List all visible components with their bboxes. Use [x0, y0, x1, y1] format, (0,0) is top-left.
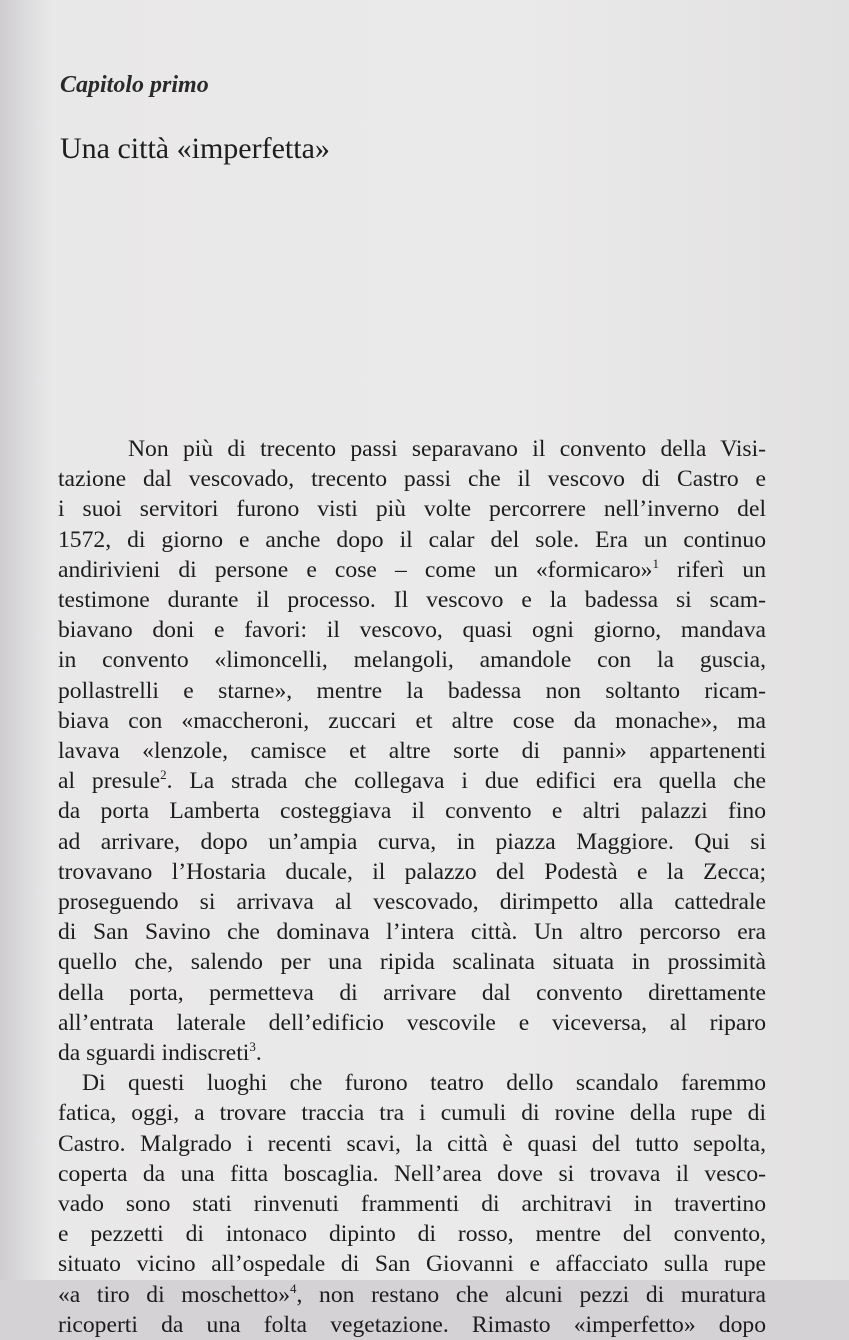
footnote-ref: 3: [249, 1039, 256, 1055]
chapter-title: Una città «imperfetta»: [60, 132, 330, 165]
text-line: di San Savino che dominava l’intera città. Un altro percorso era: [58, 919, 766, 946]
text-line: situato vicino all’ospedale di San Giovanni e affacciato sulla rupe: [58, 1251, 766, 1278]
footnote-ref: 2: [160, 767, 167, 783]
text-line: fatica, oggi, a trovare traccia tra i cumuli di rovine della rupe di: [58, 1100, 766, 1127]
paragraph-1: [58, 434, 766, 1068]
text-line: [58, 555, 766, 585]
text-line: coperta da una fitta boscaglia. Nell’area dove si trovava il vesco-: [58, 1160, 766, 1187]
text-fragment: . La strada che collegava i due edifici era quella che: [166, 768, 766, 795]
text-fragment: al presule: [58, 768, 161, 795]
text-line: Non più di trecento passi separavano il convento della Visi-: [128, 436, 766, 462]
text-fragment: «a tiro di moschetto»: [58, 1281, 291, 1308]
text-line: tazione dal vescovado, trecento passi che il vescovo di Castro e: [58, 466, 766, 493]
text-line: e pezzetti di intonaco dipinto di rosso, mentre del convento,: [58, 1221, 766, 1248]
text-line: proseguendo si arrivava al vescovado, dirimpetto alla cattedrale: [58, 889, 766, 916]
text-line: biavano doni e favori: il vescovo, quasi ogni giorno, mandava: [58, 617, 766, 644]
footnote-ref: 1: [652, 555, 659, 571]
text-fragment: andirivieni di persone e cose – come un «formicaro»: [58, 556, 653, 583]
text-line: quello che, salendo per una ripida scalinata situata in prossimità: [58, 949, 766, 976]
text-line: biava con «maccheroni, zuccari et altre cose da monache», ma: [58, 707, 766, 734]
text-line: da porta Lamberta costeggiava il convento e altri palazzi fino: [58, 798, 766, 825]
text-line: [58, 1280, 766, 1310]
text-line: vado sono stati rinvenuti frammenti di architravi in travertino: [58, 1191, 766, 1218]
text-line: ricoperti da una folta vegetazione. Rimasto «imperfetto» dopo: [58, 1311, 766, 1338]
text-line: i suoi servitori furono visti più volte percorrere nell’inverno del: [58, 496, 766, 523]
body-text: [58, 434, 766, 1340]
text-line: [58, 766, 766, 796]
text-line: in convento «limoncelli, melangoli, amandole con la guscia,: [58, 647, 766, 674]
running-head: Capitolo primo: [60, 72, 209, 98]
text-line: testimone durante il processo. Il vescovo e la badessa si scam-: [58, 587, 766, 614]
text-line: della porta, permetteva di arrivare dal convento direttamente: [58, 979, 766, 1006]
text-line: 1572, di giorno e anche dopo il calar del sole. Era un continuo: [58, 526, 766, 553]
text-fragment: riferì un: [658, 556, 766, 583]
text-line: ad arrivare, dopo un’ampia curva, in piazza Maggiore. Qui si: [58, 828, 766, 855]
text-line: pollastrelli e starne», mentre la badessa non soltanto ricam-: [58, 677, 766, 704]
text-line: [58, 1038, 766, 1068]
text-line: lavava «lenzole, camisce et altre sorte di panni» appartenenti: [58, 738, 766, 765]
paragraph-2: [58, 1068, 766, 1340]
text-line: Castro. Malgrado i recenti scavi, la città è quasi del tutto sepolta,: [58, 1130, 766, 1157]
text-fragment: , non restano che alcuni pezzi di muratura: [296, 1281, 766, 1308]
footnote-ref: 4: [290, 1280, 297, 1296]
text-line: trovavano l’Hostaria ducale, il palazzo del Podestà e la Zecca;: [58, 858, 766, 885]
text-fragment: .: [255, 1040, 262, 1067]
text-line: all’entrata laterale dell’edificio vescovile e viceversa, al riparo: [58, 1009, 766, 1036]
text-line: Di questi luoghi che furono teatro dello scandalo faremmo: [82, 1070, 766, 1097]
text-fragment: da sguardi indiscreti: [58, 1040, 250, 1067]
